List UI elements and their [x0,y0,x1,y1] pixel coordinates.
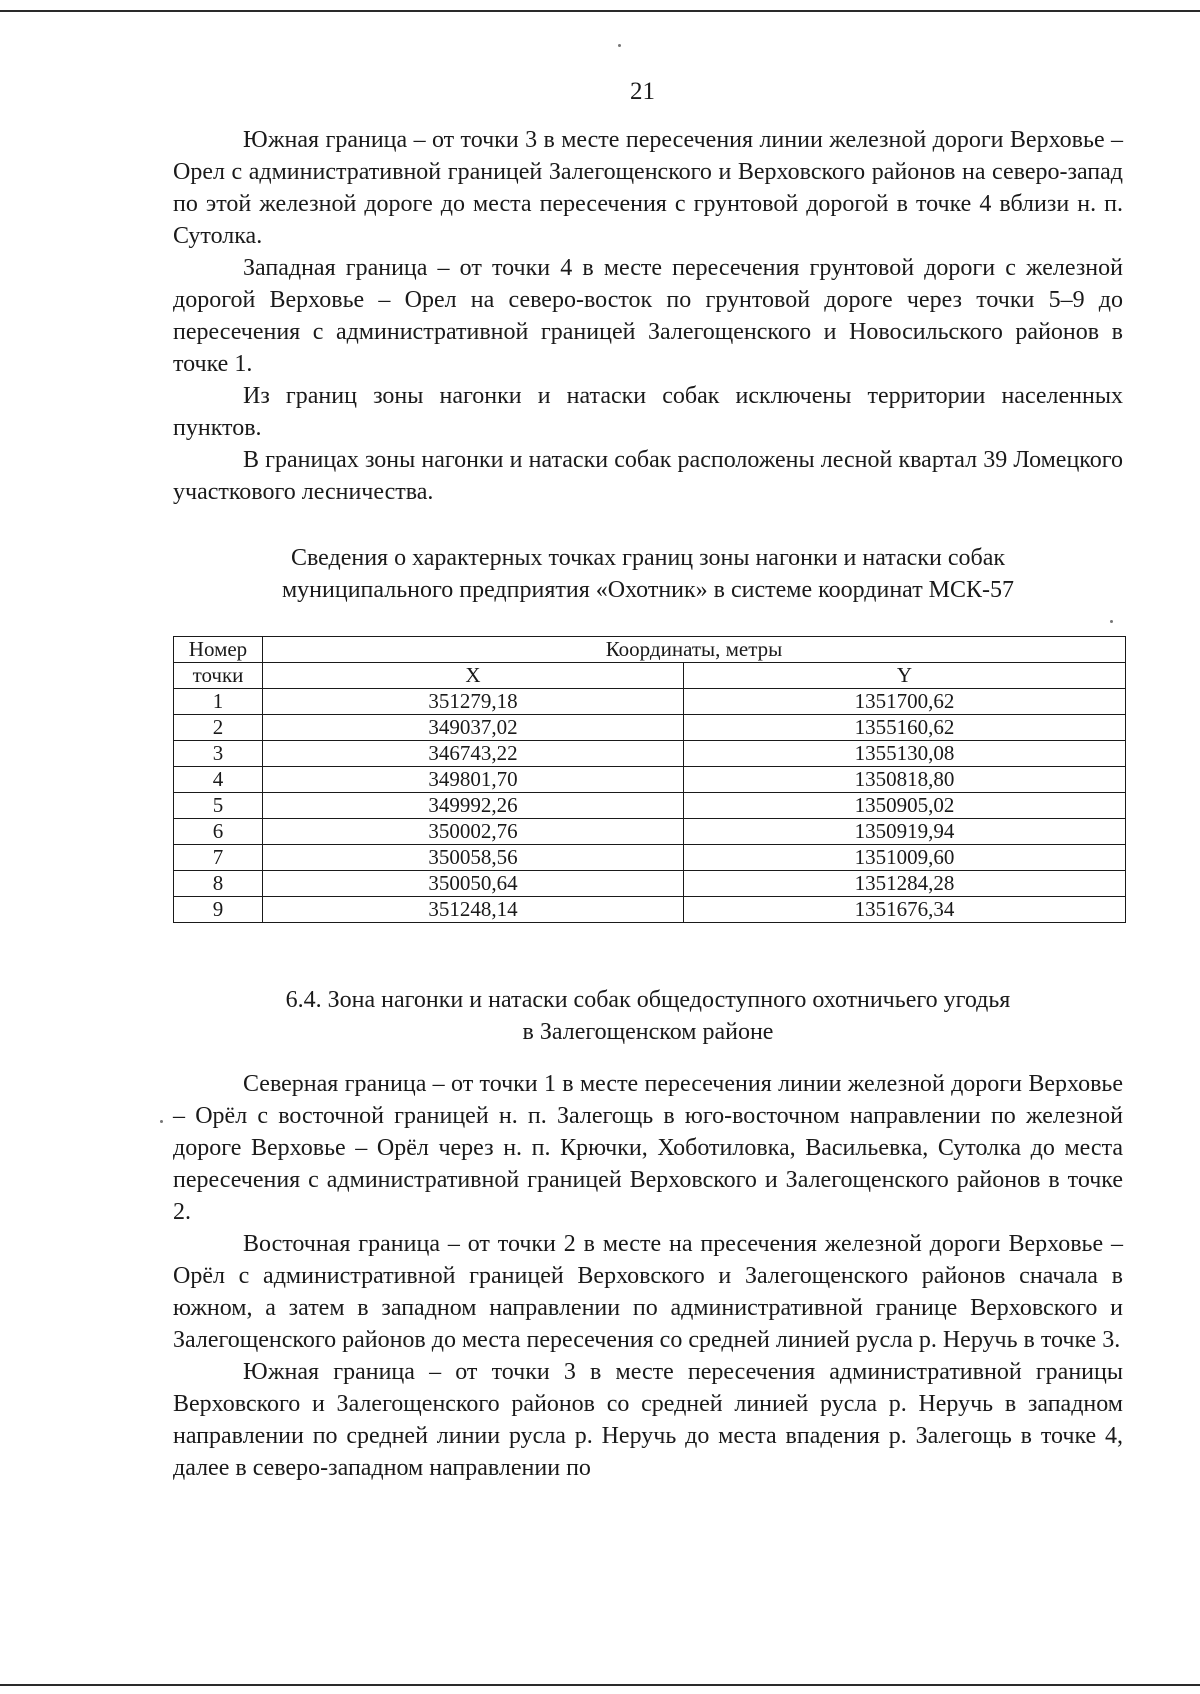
cell-y: 1355160,62 [684,715,1126,741]
cell-y: 1351700,62 [684,689,1126,715]
cell-x: 349801,70 [263,767,684,793]
cell-x: 351248,14 [263,897,684,923]
scan-edge-top [0,10,1200,12]
paragraph-north-border: Северная граница – от точки 1 в месте пересечения линии железной дороги Верховье – Орёл с восточной границей н. п. Залегощь в юго-восточном направлении по железной дороге Верховье – Орёл через н. п. Крючки, Хоботиловка, Васильевка, Сутолка до места пересечения с административной границей Верховского и Залегощенского районов в точке 2. [173,1071,1123,1225]
table-row [174,715,1126,741]
cell-x: 351279,18 [263,689,684,715]
table-caption [173,542,1123,606]
paragraph-east-border: Восточная граница – от точки 2 в месте на пресечения железной дороги Верховье – Орёл с административной границей Верховского и Залегощенского районов сначала в южном, а затем в западном направлении по административной границе Верховского и Залегощенского районов до места пересечения со средней линией русла р. Неручь в точке 3. [173,1231,1123,1353]
paragraph-south-border: Южная граница – от точки 3 в месте пересечения линии железной дороги Верховье – Орел с административной границей Залегощенского и Верховского районов на северо-запад по этой железной дороге до места пересечения с грунтовой дорогой в точке 4 вблизи н. п. Сутолка. [173,127,1123,249]
cell-number: 7 [174,845,263,871]
paragraph-forest-quarter: В границах зоны нагонки и натаски собак расположены лесной квартал 39 Ломецкого участкового лесничества. [173,447,1123,505]
paragraph-west-border: Западная граница – от точки 4 в месте пересечения грунтовой дороги с железной дорогой Верховье – Орел на северо-восток по грунтовой дороге через точки 5–9 до пересечения с административной границей Залегощенского и Новосильского районов в точке 1. [173,255,1123,377]
section-1-text [173,124,1123,508]
cell-x: 350002,76 [263,819,684,845]
cell-number: 5 [174,793,263,819]
cell-x: 350050,64 [263,871,684,897]
scan-speck [1110,620,1113,623]
cell-number: 8 [174,871,263,897]
coordinates-table [173,636,1126,923]
table-row [174,793,1126,819]
cell-number: 2 [174,715,263,741]
section-heading-line-1: 6.4. Зона нагонки и натаски собак общедоступного охотничьего угодья [285,987,1011,1013]
section-heading-line-2: в Залегощенском районе [522,1019,774,1045]
table-row [174,819,1126,845]
cell-y: 1351284,28 [684,871,1126,897]
table-row [174,845,1126,871]
page-number: 21 [630,78,655,105]
table-header-row [174,637,1126,663]
cell-x: 350058,56 [263,845,684,871]
cell-number: 4 [174,767,263,793]
header-point-number-bottom: точки [174,663,263,689]
header-y: Y [684,663,1126,689]
cell-number: 9 [174,897,263,923]
table-row [174,741,1126,767]
table-row [174,871,1126,897]
table-row [174,767,1126,793]
header-coordinates: Координаты, метры [263,637,1126,663]
cell-number: 6 [174,819,263,845]
header-point-number-top: Номер [174,637,263,663]
cell-x: 349992,26 [263,793,684,819]
table-subheader-row [174,663,1126,689]
cell-number: 1 [174,689,263,715]
cell-number: 3 [174,741,263,767]
paragraph-south-border-2: Южная граница – от точки 3 в месте пересечения административной границы Верховского и Залегощенского районов со средней линией русла р. Неручь в западном направлении по средней линии русла р. Неручь до места впадения р. Залегощь в точке 4, далее в северо-западном направлении по [173,1359,1123,1481]
section-heading [173,984,1123,1048]
paragraph-exclusions: Из границ зоны нагонки и натаски собак исключены территории населенных пунктов. [173,383,1123,441]
scan-speck [160,1120,163,1123]
section-2-text [173,1068,1123,1484]
cell-y: 1351009,60 [684,845,1126,871]
cell-y: 1351676,34 [684,897,1126,923]
table-row [174,689,1126,715]
table-caption-line-1: Сведения о характерных точках границ зоны нагонки и натаски собак [290,545,1006,571]
table-row [174,897,1126,923]
cell-y: 1355130,08 [684,741,1126,767]
cell-y: 1350919,94 [684,819,1126,845]
header-x: X [263,663,684,689]
cell-y: 1350905,02 [684,793,1126,819]
scan-speck [618,44,621,47]
cell-y: 1350818,80 [684,767,1126,793]
scan-edge-bottom [0,1684,1200,1686]
table-caption-line-2: муниципального предприятия «Охотник» в системе координат МСК-57 [281,577,1015,603]
cell-x: 349037,02 [263,715,684,741]
cell-x: 346743,22 [263,741,684,767]
